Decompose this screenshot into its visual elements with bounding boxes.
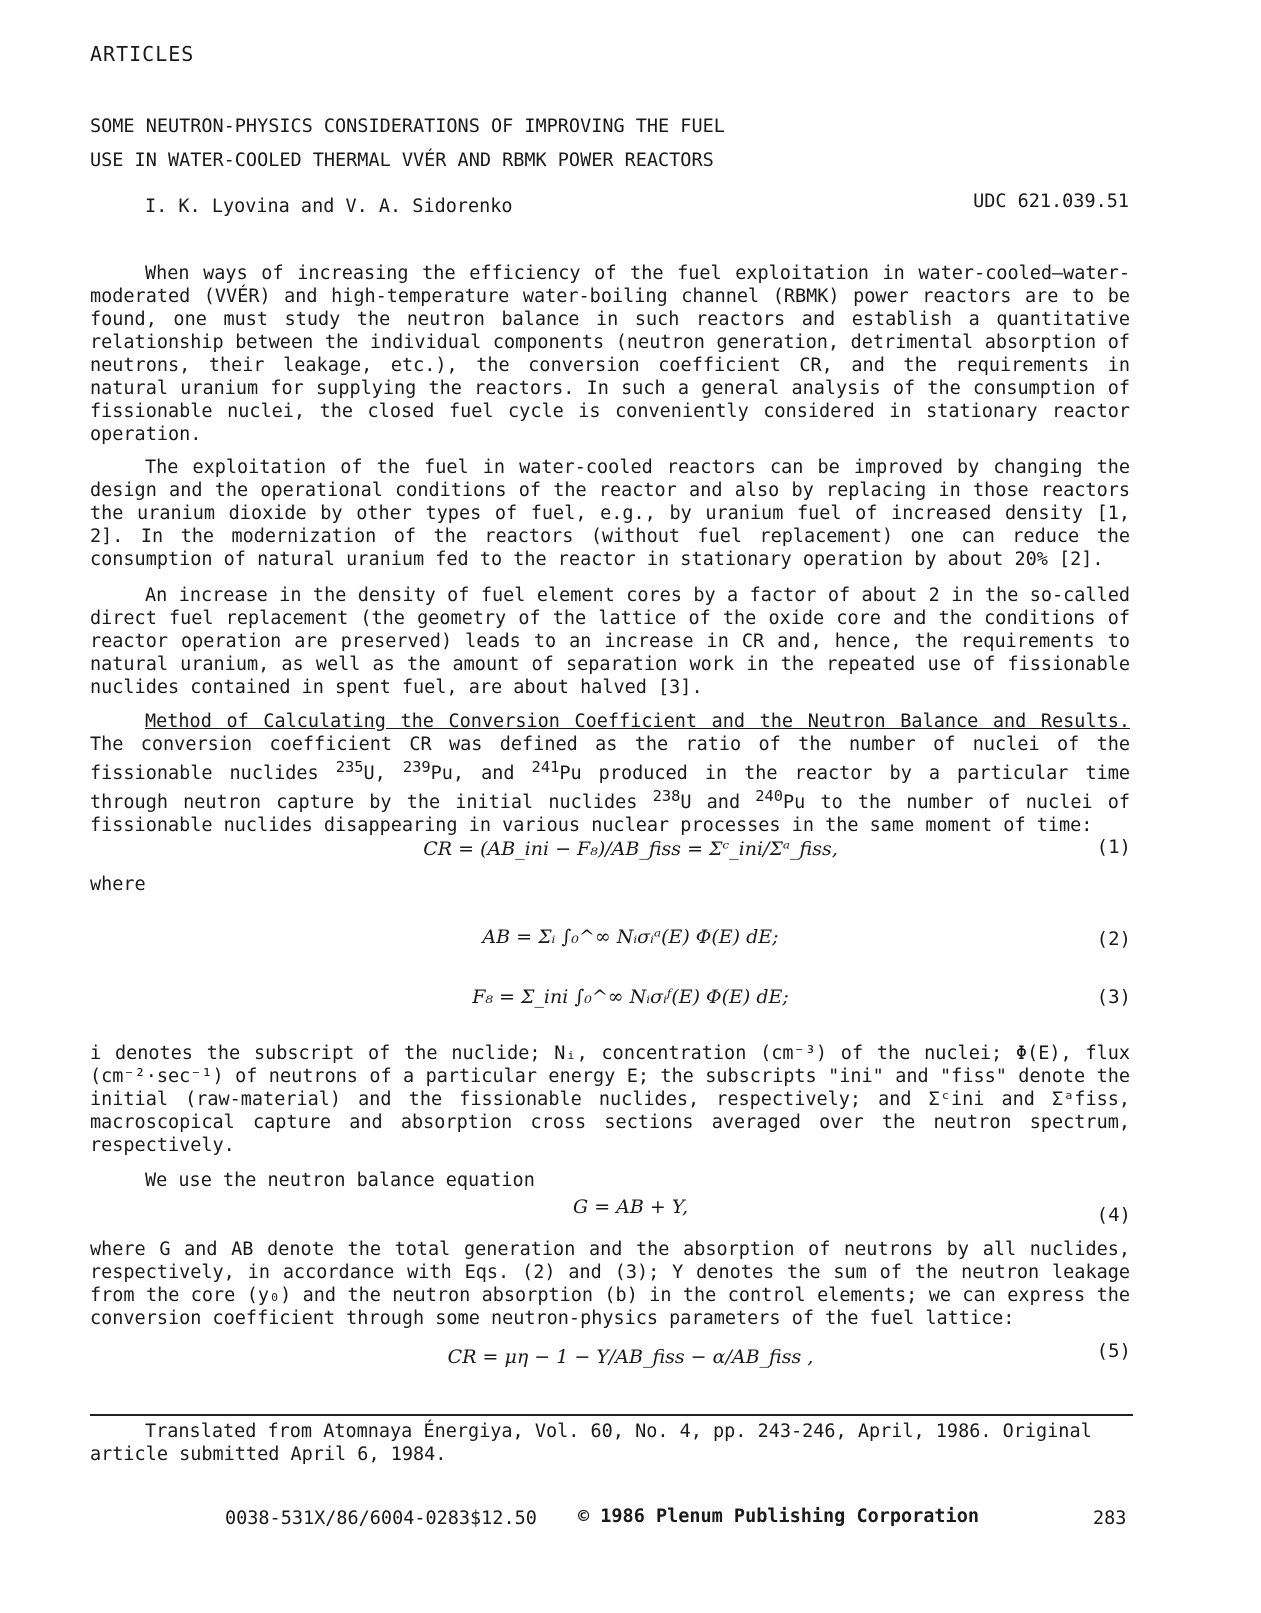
equation-5: CR = μη − 1 − Y/AB_fiss − α/AB_fiss , [447, 1346, 814, 1368]
paragraph-2 [90, 456, 1130, 571]
paragraph-6 [90, 1169, 1130, 1192]
translation-footnote [90, 1420, 1133, 1466]
paragraph-3-text: An increase in the density of fuel element cores by a factor of about 2 in the so-called direct fuel replacement (the geometry of the lattice of the oxide core and the conditions of reactor operation are preserved) leads to an increase in CR and, hence, the requirements to natural uranium, as well as the amount of separation work in the repeated use of fissionable nuclides contained in spent fuel, are about halved [3]. [90, 585, 1130, 698]
p4-text-d: Pu produced in the reactor by a particular time through neutron capture by the initial nuclides [90, 763, 1130, 814]
equation-1-number: (1) [1096, 836, 1131, 858]
method-heading: Method of Calculating the Conversion Coefficient and the Neutron Balance and Results. [145, 711, 1130, 732]
paragraph-5: i denotes the subscript of the nuclide; Nᵢ, concentration (cm⁻³) of the nuclei; Φ(E), flux (cm⁻²·sec⁻¹) of neutrons of a particular energy E; the subscripts "ini" and "fiss" denote the initial (raw-material) and the fissionable nuclides, respectively; and Σᶜini and Σᵃfiss, macroscopical capture and absorption cross sections averaged over the neutron spectrum, respectively. [90, 1043, 1130, 1156]
paragraph-7: where G and AB denote the total generation and the absorption of neutrons by all nuclides, respectively, in accordance with Eqs. (2) and (3); Y denotes the sum of the neutron leakage from the core (y₀) and the neutron absorption (b) in the control elements; we can express the conversion coefficient through some neutron-physics parameters of the fuel lattice: [90, 1239, 1130, 1329]
section-heading: ARTICLES [90, 42, 195, 66]
page-number: 283 [1093, 1508, 1127, 1529]
p4-text-e: U and [680, 792, 756, 814]
sup-235: 235 [335, 758, 364, 776]
sup-240: 240 [755, 787, 784, 806]
p4-text-c: Pu, and [430, 763, 532, 785]
p4-text-a: The conversion coefficient CR was defined as the ratio of the number of nuclei of the fissionable nuclides [90, 734, 1130, 785]
udc-code: UDC 621.039.51 [973, 191, 1129, 212]
footnote-divider [90, 1414, 1133, 1416]
equation-4: G = AB + Y, [573, 1196, 688, 1218]
p4-text-f: Pu to the number of nuclei of fissionable nuclides disappearing in various nuclear processes in the same moment of time: [90, 792, 1130, 837]
sup-241: 241 [531, 758, 560, 776]
paragraph-2-text: The exploitation of the fuel in water-cooled reactors can be improved by changing the design and the operational conditions of the reactor and also by replacing in those reactors the uranium dioxide by other types of fuel, e.g., by uranium fuel of increased density [1, 2]. In the modernization of the reactors (without fuel replacement) one can reduce the consumption of natural uranium fed to the reactor in stationary operation by about 20% [2]. [90, 457, 1130, 570]
sup-239: 239 [402, 758, 431, 776]
equation-2-number: (2) [1096, 928, 1131, 950]
equation-5-number: (5) [1096, 1340, 1131, 1362]
article-title-line-1: SOME NEUTRON-PHYSICS CONSIDERATIONS OF IMPROVING THE FUEL [90, 116, 725, 137]
paragraph-4 [90, 710, 1130, 837]
footer-copyright: © 1986 Plenum Publishing Corporation [578, 1506, 979, 1527]
equation-2: AB = Σᵢ ∫₀^∞ Nᵢσᵢᵃ(E) Φ(E) dE; [482, 926, 779, 948]
equation-4-number: (4) [1096, 1204, 1131, 1226]
p4-text-b: U, [363, 763, 403, 785]
footer-code: 0038-531X/86/6004-0283$12.50 [225, 1508, 537, 1529]
paragraph-1-text: When ways of increasing the efficiency of the fuel exploitation in water-cooled—water-moderated (VVÉR) and high-temperature water-boiling channel (RBMK) power reactors are to be found, one must study the neutron balance in such reactors and establish a quantitative relationship between the individual components (neutron generation, detrimental absorption of neutrons, their leakage, etc.), the conversion coefficient CR, and the requirements in natural uranium for supplying the reactors. In such a general analysis of the consumption of fissionable nuclei, the closed fuel cycle is conveniently considered in stationary reactor operation. [90, 263, 1130, 445]
equation-1: CR = (AB_ini − F₈)/AB_fiss = Σᶜ_ini/Σᵃ_fiss, [423, 838, 838, 860]
article-title-line-2: USE IN WATER-COOLED THERMAL VVÉR AND RBMK POWER REACTORS [90, 150, 714, 171]
paragraph-1 [90, 262, 1130, 446]
equation-3-number: (3) [1096, 986, 1131, 1008]
paragraph-3 [90, 584, 1130, 699]
translation-footnote-text: Translated from Atomnaya Énergiya, Vol. 60, No. 4, pp. 243-246, April, 1986. Original article submitted April 6, 1984. [90, 1421, 1092, 1465]
where-label: where [90, 874, 146, 895]
authors: I. K. Lyovina and V. A. Sidorenko [145, 196, 513, 217]
paragraph-6-text: We use the neutron balance equation [145, 1170, 535, 1191]
equation-3: F₈ = Σ_ini ∫₀^∞ Nᵢσᵢᶠ(E) Φ(E) dE; [472, 986, 789, 1008]
sup-238: 238 [652, 787, 681, 806]
